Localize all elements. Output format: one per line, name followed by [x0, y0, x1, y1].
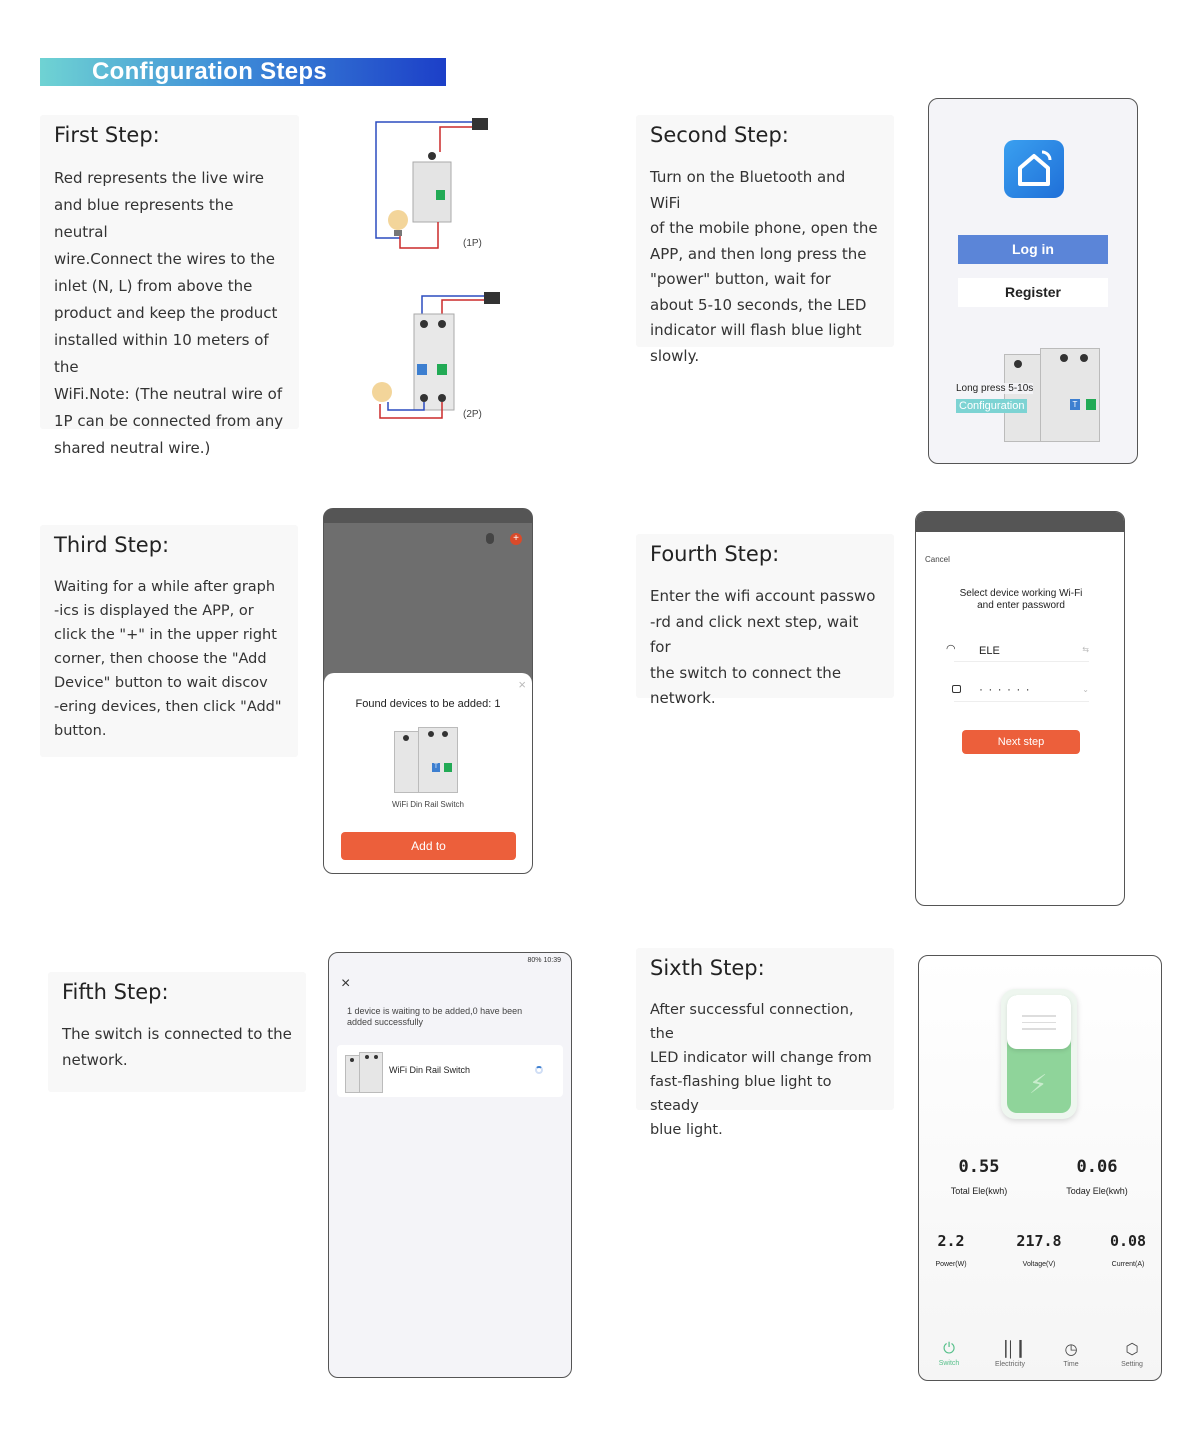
current-value: 0.08 [1109, 1232, 1147, 1250]
banner-title: Configuration Steps [92, 58, 328, 85]
found-title: Found devices to be added: 1 [355, 698, 501, 710]
step-body: After successful connection, the LED indicator will change from fast-flashing blue light to steady blue light. [650, 1002, 872, 1138]
step-card-3 [40, 525, 298, 757]
device-name: WiFi Din Rail Switch [391, 800, 464, 809]
next-step-button[interactable]: Next step [962, 730, 1080, 754]
bottom-nav [919, 1332, 1162, 1380]
section-banner [40, 58, 446, 86]
phone-found-devices [323, 508, 533, 874]
chevron-down-icon[interactable]: ⌄ [1082, 685, 1089, 694]
device-illustration: T [1004, 344, 1104, 449]
step-title: Sixth Step: [650, 956, 765, 980]
step-card-1 [40, 115, 299, 457]
step-title: First Step: [54, 123, 160, 147]
loading-spinner-icon [535, 1066, 543, 1074]
voltage-label: Voltage(V) [1022, 1261, 1056, 1268]
power-label: Power(W) [935, 1261, 967, 1268]
lock-icon [952, 685, 961, 693]
step-body: Red represents the live wire and blue represents the neutral wire.Connect the wires to the inlet (N, L) from above the product and keep the product installed within 10 meters of the WiFi.Note: (The neutral wire of 1P can be connected from any shared neutral wire.) [54, 169, 284, 457]
cancel-link[interactable]: Cancel [925, 555, 950, 564]
status-bar [329, 953, 572, 969]
close-icon[interactable]: × [341, 975, 351, 992]
power-icon: ⏻ [943, 1340, 955, 1357]
step-title: Third Step: [54, 533, 170, 557]
wifi-prompt-line1: Select device working Wi-Fi [959, 588, 1083, 599]
login-button[interactable]: Log in [958, 235, 1108, 264]
step-card-5 [48, 972, 306, 1092]
device-list-item[interactable] [337, 1045, 563, 1097]
bolt-icon: ⚡ [1029, 1069, 1048, 1099]
swap-icon[interactable]: ⇆ [1082, 645, 1089, 654]
clock-icon: ◷ [1064, 1341, 1078, 1358]
mic-icon[interactable] [486, 533, 494, 544]
add-to-button[interactable]: Add to [341, 832, 516, 860]
wifi-name: ELE [979, 645, 1000, 657]
step-title: Fourth Step: [650, 542, 780, 566]
pending-message: 1 device is waiting to be added,0 have been added successfully [347, 1006, 523, 1027]
configuration-badge: Configuration [956, 399, 1027, 413]
step-card-4 [636, 534, 894, 707]
found-dialog [324, 673, 532, 873]
voltage-value: 217.8 [1016, 1232, 1062, 1250]
diagram-1p [376, 118, 488, 248]
step-title: Second Step: [650, 123, 789, 147]
nav-switch[interactable] [924, 1340, 974, 1367]
app-home-icon [1004, 140, 1064, 198]
nav-setting[interactable] [1107, 1340, 1157, 1368]
step-body: Enter the wifi account passwo -rd and click next step, wait for the switch to connect the network. [650, 587, 876, 707]
step-body: Waiting for a while after graph -ics is displayed the APP, or click the "+" in the upper right corner, then choose the "Add Device" button to wait discov -ering devices, then click "Add" button. [54, 579, 282, 739]
register-button[interactable]: Register [958, 278, 1108, 307]
device-thumbnail [345, 1049, 383, 1095]
wiring-diagram [350, 110, 530, 430]
current-label: Current(A) [1111, 1261, 1145, 1268]
wifi-prompt-line2: and enter password [977, 600, 1065, 611]
gear-icon: ⬡ [1125, 1341, 1139, 1358]
device-thumbnail: T [394, 723, 460, 795]
nav-time-label: Time [1063, 1361, 1079, 1368]
close-icon[interactable]: × [518, 677, 526, 692]
nav-time[interactable] [1046, 1340, 1096, 1368]
today-energy-label: Today Ele(kwh) [1066, 1186, 1128, 1196]
step-card-2 [636, 115, 894, 365]
password-field[interactable] [954, 682, 1089, 702]
today-energy-value: 0.06 [1076, 1157, 1118, 1177]
phone-wifi-setup [915, 511, 1125, 906]
bar-chart-icon: ▕│┃ [995, 1341, 1025, 1358]
device-name: WiFi Din Rail Switch [389, 1065, 471, 1075]
wifi-icon: ◠ [946, 643, 956, 655]
step-body: Turn on the Bluetooth and WiFi of the mobile phone, open the APP, and then long press the "power" button, wait for about 5-10 seconds, the LED indicator will flash blue light slowly. [650, 168, 878, 365]
long-press-label: Long press 5-10s [956, 383, 1034, 394]
phone-device-added [328, 952, 572, 1378]
phone-dashboard [918, 955, 1162, 1381]
total-energy-label: Total Ele(kwh) [950, 1186, 1008, 1196]
status-right: 80% 10:39 [527, 957, 561, 964]
add-plus-icon[interactable]: + [510, 533, 522, 545]
switch-toggle[interactable] [1001, 989, 1077, 1119]
phone-login-screen [928, 98, 1138, 464]
diagram-2p [372, 292, 500, 418]
diagram-label-2p: (2P) [463, 409, 482, 420]
nav-electricity-label: Electricity [995, 1361, 1025, 1368]
nav-switch-label: Switch [938, 1360, 960, 1367]
nav-setting-label: Setting [1121, 1361, 1143, 1368]
power-value: 2.2 [937, 1232, 965, 1250]
wifi-field[interactable] [946, 642, 1089, 662]
status-bar [916, 512, 1124, 532]
password-mask: · · · · · · [979, 682, 1031, 696]
total-energy-value: 0.55 [958, 1157, 1000, 1177]
step-card-6 [636, 948, 894, 1138]
step-body: The switch is connected to the network. [62, 1025, 292, 1069]
status-bar [324, 509, 532, 523]
nav-electricity[interactable] [985, 1340, 1035, 1368]
diagram-label-1p: (1P) [463, 238, 482, 249]
step-title: Fifth Step: [62, 980, 169, 1004]
